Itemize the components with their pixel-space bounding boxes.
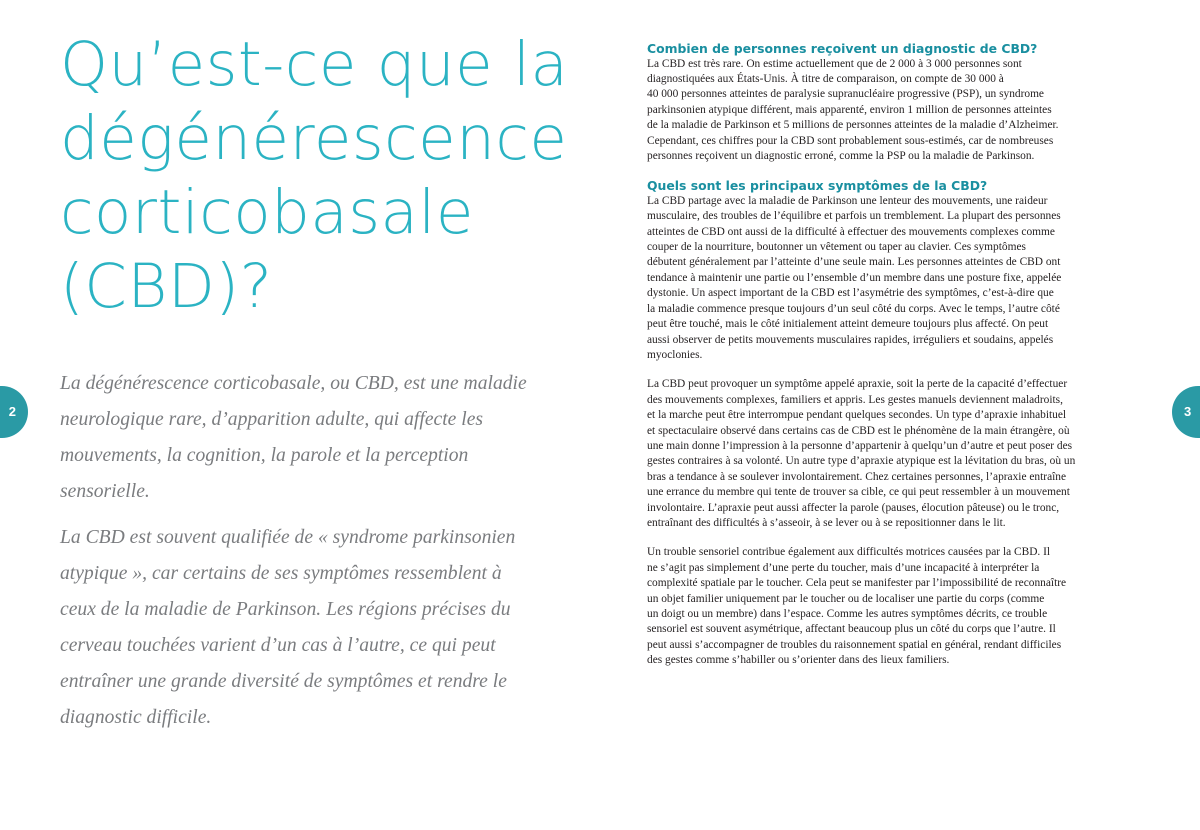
text-line: peut être touché, mais le côté initialement atteint demeure toujours plus affecté. On peut <box>647 318 1049 331</box>
intro-line: entraîner une grande diversité de symptômes et rendre le <box>60 671 507 692</box>
intro-line: cerveau touchées varient d’un cas à l’autre, ce qui peut <box>60 635 496 656</box>
title-line: dégénérescence <box>60 103 568 174</box>
title-line: (CBD)? <box>60 251 273 322</box>
text-line: La CBD est très rare. On estime actuellement que de 2 000 à 3 000 personnes sont <box>647 57 1022 70</box>
text-line: Cependant, ces chiffres pour la CBD sont probablement sous-estimés, car de nombreuses <box>647 134 1054 147</box>
text-line: couper de la nourriture, boutonner un vêtement ou taper au clavier. Ces symptômes <box>647 241 1026 254</box>
intro-paragraph <box>60 366 560 510</box>
intro-line: sensorielle. <box>60 481 150 502</box>
text-line: personnes reçoivent un diagnostic erroné, comme la PSP ou la maladie de Parkinson. <box>647 149 1035 162</box>
intro-line: ceux de la maladie de Parkinson. Les régions précises du <box>60 599 511 620</box>
intro-paragraph <box>60 520 560 736</box>
text-line: des gestes comme s’habiller ou s’orienter dans des lieux familiers. <box>647 654 950 667</box>
body-paragraph <box>647 545 1160 668</box>
text-line: ne s’agit pas simplement d’une perte du toucher, mais d’une incapacité à interpréter la <box>647 561 1040 574</box>
text-line: diagnostiquées aux États-Unis. À titre de comparaison, on compte de 30 000 à <box>647 72 1004 85</box>
title-line: corticobasale <box>60 177 474 248</box>
text-line: de la maladie de Parkinson et 5 millions de personnes atteintes de la maladie d’Alzheimer. <box>647 119 1059 132</box>
text-line: dystonie. Un aspect important de la CBD est l’asymétrie des symptômes, c’est-à-dire que <box>647 287 1054 300</box>
section-heading: Quels sont les principaux symptômes de la CBD? <box>647 178 988 194</box>
text-line: un doigt ou un membre) dans l’espace. Comme les autres symptômes décrits, ce trouble <box>647 608 1048 620</box>
page-number: 2 <box>8 404 16 419</box>
text-line: et spectaculaire observé dans certains cas de CBD est le phénomène de la main étrangère, où <box>647 424 1070 437</box>
body-paragraph <box>647 377 1160 531</box>
section-heading: Combien de personnes reçoivent un diagnostic de CBD? <box>647 41 1038 56</box>
article-body <box>647 41 1160 669</box>
right-page <box>600 0 1200 830</box>
body-paragraph <box>647 57 1160 165</box>
page-number: 3 <box>1184 404 1192 419</box>
body-paragraph <box>647 194 1160 363</box>
title-line: Qu’est-ce que la <box>60 29 569 100</box>
text-line: musculaire, des troubles de l’équilibre et parfois un tremblement. La plupart des personnes <box>647 210 1061 223</box>
paragraph-spacer <box>647 531 1160 545</box>
intro-line: neurologique rare, d’apparition adulte, qui affecte les <box>60 409 484 430</box>
text-line: et la marche peut être interrompue pendant quelques secondes. Un type d’apraxie inhabituel <box>647 409 1067 422</box>
intro-text <box>60 366 560 746</box>
page-number-tab <box>1172 386 1200 438</box>
page-number-tab <box>0 386 28 438</box>
text-line: des mouvements complexes, familiers et appris. Les gestes manuels deviennent maladroits, <box>647 393 1063 406</box>
section-diagnosis <box>647 41 1160 164</box>
intro-line: La dégénérescence corticobasale, ou CBD, est une maladie <box>60 373 527 394</box>
text-line: myoclonies. <box>647 348 703 361</box>
text-line: entraînant des difficultés à s’asseoir, à se lever ou à se repositionner dans le lit. <box>647 516 1006 529</box>
text-line: bras a tendance à se soulever involontairement. Chez certaines personnes, l’apraxie entraîne <box>647 470 1067 483</box>
text-line: involontaire. L’apraxie peut aussi affecter la parole (pauses, élocution pâteuse) ou le tronc, <box>647 501 1060 514</box>
intro-line: diagnostic difficile. <box>60 707 212 728</box>
text-line: parkinsonien atypique différent, mais apparenté, environ 1 million de personnes atteintes <box>647 103 1052 116</box>
text-line: débutent généralement par l’atteinte d’une seule main. Les personnes atteintes de CBD ont <box>647 256 1061 269</box>
text-line: Un trouble sensoriel contribue également aux difficultés motrices causées par la CBD. Il <box>647 546 1051 559</box>
text-line: peut aussi s’accompagner de troubles du raisonnement spatial en général, rendant difficiles <box>647 638 1062 651</box>
section-symptoms <box>647 178 1160 668</box>
text-line: La CBD partage avec la maladie de Parkinson une lenteur des mouvements, une raideur <box>647 194 1048 207</box>
intro-line: La CBD est souvent qualifiée de « syndrome parkinsonien <box>60 527 516 548</box>
paragraph-spacer <box>647 363 1160 377</box>
text-line: un objet familier uniquement par le toucher ou de localiser une partie du corps (comme <box>647 592 1045 605</box>
text-line: gestes contraires à sa volonté. Un autre type d’apraxie atypique est la lévitation du bras, où un <box>647 455 1076 468</box>
text-line: sensoriel est souvent asymétrique, affectant beaucoup plus un côté du corps que l’autre. Il <box>647 623 1056 636</box>
text-line: la maladie commence presque toujours d’un seul côté du corps. Avec le temps, l’autre côté <box>647 302 1060 315</box>
intro-line: mouvements, la cognition, la parole et la perception <box>60 445 469 466</box>
page-title <box>60 28 580 324</box>
intro-line: atypique », car certains de ses symptômes ressemblent à <box>60 563 502 584</box>
text-line: une errance du membre qui tente de trouver sa cible, ce qui peut ressembler à un mouvement <box>647 486 1070 499</box>
text-line: atteintes de CBD ont aussi de la difficulté à effectuer des mouvements complexes comme <box>647 225 1055 238</box>
text-line: 40 000 personnes atteintes de paralysie supranucléaire progressive (PSP), un syndrome <box>647 88 1044 101</box>
text-line: La CBD peut provoquer un symptôme appelé apraxie, soit la perte de la capacité d’effectuer <box>647 378 1068 391</box>
text-line: tendance à maintenir une partie ou l’ensemble d’un membre dans une posture fixe, appelée <box>647 271 1062 284</box>
text-line: complexité spatiale par le toucher. Cela peut se manifester par l’impossibilité de reconnaître <box>647 577 1067 590</box>
text-line: une main donne l’impression à la personne d’appartenir à quelqu’un d’autre et peut poser des <box>647 439 1073 452</box>
text-line: aussi observer de petits mouvements musculaires rapides, irréguliers et soudains, appelés <box>647 333 1054 346</box>
